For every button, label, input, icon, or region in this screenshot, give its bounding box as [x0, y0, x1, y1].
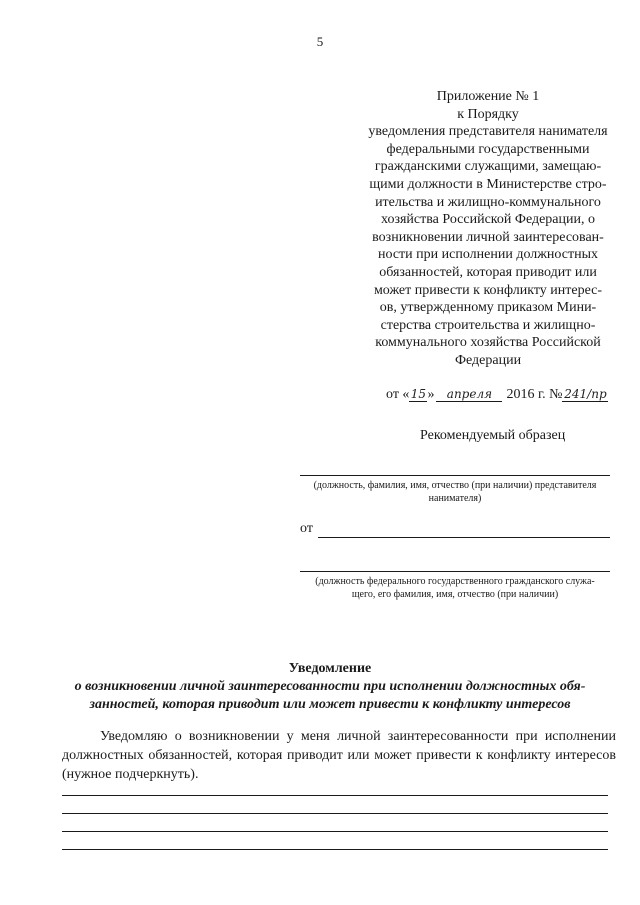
order-year: 2016 г. № [506, 387, 563, 402]
appendix-line: гражданскими служащими, замещаю- [374, 159, 602, 175]
appendix-line: Федерации [454, 352, 522, 368]
appendix-line: ов, утвержденному приказом Мини- [379, 300, 597, 316]
recipient-caption [292, 479, 618, 505]
blank-line [62, 849, 608, 850]
sender-caption [292, 575, 618, 601]
blank-line [62, 795, 608, 796]
order-number-handwritten: 241/пр [564, 387, 607, 401]
from-label: от [300, 521, 313, 536]
recipient-caption-line: (должность, фамилия, имя, отчество (при наличии) представителя [313, 480, 597, 491]
order-day-handwritten: 15 [410, 387, 427, 401]
sender-line-1 [318, 537, 610, 538]
notice-title: Уведомление [288, 661, 372, 676]
appendix-line: возникновении личной заинтересован- [372, 229, 604, 245]
appendix-line: щими должности в Министерстве стро- [369, 176, 607, 192]
appendix-line: коммунального хозяйства Российской [375, 335, 601, 351]
order-month-handwritten: апреля [436, 387, 502, 402]
appendix-line: хозяйства Российской Федерации, о [380, 212, 595, 228]
blank-line [62, 831, 608, 832]
sender-caption-line: (должность федерального государственного гражданского служа- [315, 576, 595, 587]
appendix-line: Приложение № 1 [436, 89, 540, 104]
appendix-line: обязанностей, которая приводит или [379, 264, 597, 280]
appendix-line: ительства и жилищно-коммунального [375, 194, 601, 210]
order-reference [386, 387, 608, 403]
sender-caption-line: щего, его фамилия, имя, отчество (при наличии) [351, 589, 559, 600]
recipient-caption-line: нанимателя) [428, 493, 482, 504]
order-close-quote: » [427, 387, 435, 402]
appendix-line: федеральными государственными [386, 141, 590, 157]
appendix-line: уведомления представителя нанимателя [368, 124, 608, 140]
sender-line-2 [300, 571, 610, 572]
appendix-line: ности при исполнении должностных [377, 247, 598, 263]
appendix-line: может привести к конфликту интерес- [373, 282, 603, 298]
notice-heading [40, 660, 620, 714]
appendix-line: стерства строительства и жилищно- [380, 317, 596, 333]
notice-subtitle: занностей, которая приводит или может привести к конфликту интересов [89, 697, 571, 712]
appendix-header [352, 88, 624, 370]
notice-subtitle: о возникновении личной заинтересованности при исполнении должностных обя- [74, 679, 586, 694]
blank-line [62, 813, 608, 814]
order-prefix: от « [386, 387, 410, 402]
appendix-line: к Порядку [457, 106, 519, 122]
recipient-line [300, 475, 610, 476]
notice-body: Уведомляю о возникновении у меня личной заинтересованности при исполнении должностных обязанностей, которая приводит или может привести к конфликту интересов (нужное подчеркнуть). [62, 729, 616, 782]
sample-label: Рекомендуемый образец [420, 428, 566, 443]
page-number: 5 [316, 34, 324, 49]
